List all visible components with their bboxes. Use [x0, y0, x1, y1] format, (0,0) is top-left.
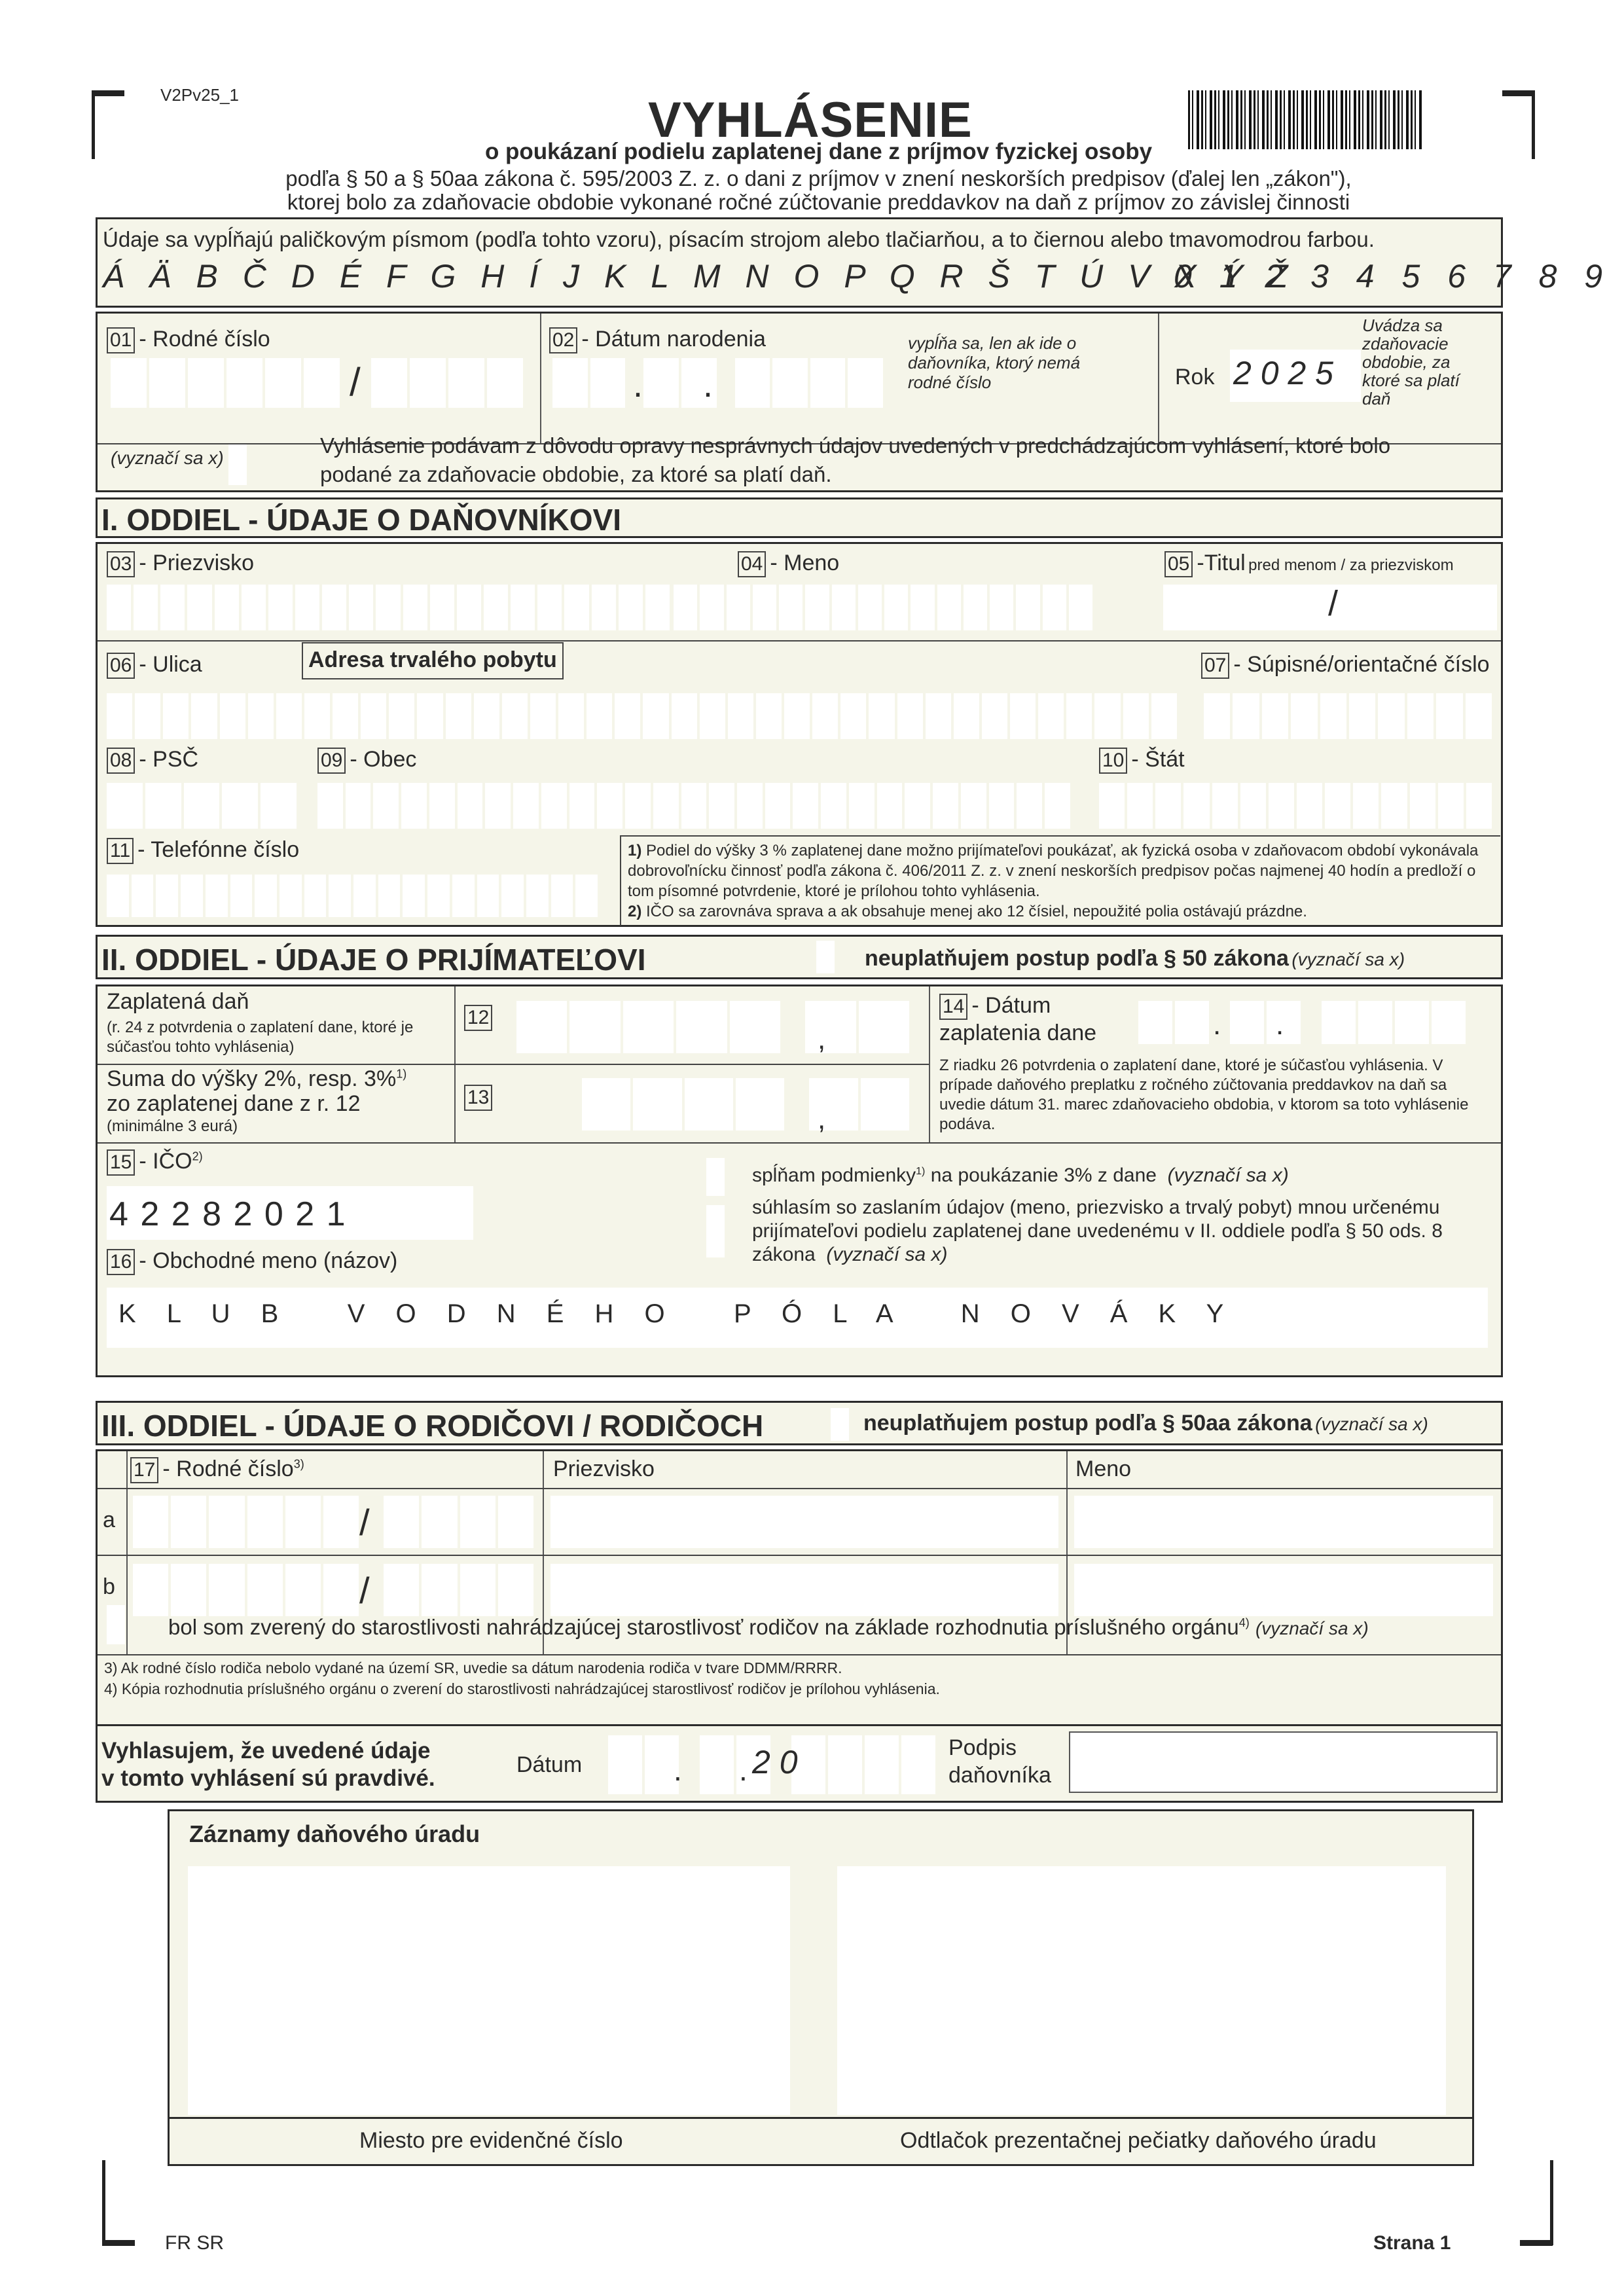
parent-b-separator: /	[359, 1570, 370, 1611]
birth-date-sep-2: .	[703, 365, 713, 405]
custody-checkbox[interactable]	[107, 1605, 125, 1644]
declaration-date-sep-2: .	[739, 1753, 748, 1787]
amount-label: Suma do výšky 2%, resp. 3%$^{1)}$	[107, 1066, 407, 1091]
payment-date-input[interactable]	[1138, 1001, 1466, 1044]
ico-value: 4 2 2 8 2 0 2 1	[109, 1195, 347, 1233]
birth-date-note: vypĺňa sa, len ak ide o daňovníka, ktorý nemá rodné číslo	[908, 333, 1081, 392]
divider	[98, 1064, 929, 1065]
section-3-body	[96, 1449, 1503, 1731]
field-09-label: 09 - Obec	[317, 747, 416, 774]
field-05-label: 05 -Titul pred menom / za priezviskom	[1164, 551, 1454, 577]
instructions-box	[96, 217, 1612, 308]
col-name: Meno	[1075, 1456, 1132, 1481]
year-value: 2 0 2 5	[1233, 355, 1333, 391]
col-surname: Priezvisko	[553, 1456, 655, 1481]
divider	[98, 1488, 1501, 1489]
paid-tax-note: (r. 24 z potvrdenia o zaplatení dane, ktoré je súčasťou tohto vyhlásenia)	[107, 1019, 414, 1056]
phone-input[interactable]	[107, 875, 598, 917]
payment-date-note: Z riadku 26 potvrdenia o zaplatení dane, ktoré je súčasťou vyhlásenia. V prípade daňového preplatku z ročného zúčtovania preddavkov na daň sa uvedie dátum 31. marec zdaňovacieho obdobia, v ktorom sa toto vyhlásenie podáva.	[939, 1057, 1469, 1133]
form-code: V2Pv25_1	[160, 85, 239, 105]
page-title: VYHLÁSENIE	[648, 92, 973, 148]
parent-a-surname-input[interactable]	[550, 1496, 1058, 1548]
field-11-label: 11 - Telefónne číslo	[107, 837, 299, 864]
amount-label-2: zo zaplatenej dane z r. 12	[107, 1091, 361, 1116]
field-06-label: 06 - Ulica	[107, 652, 202, 679]
declaration-box	[96, 1724, 1503, 1803]
declaration-date-label: Dátum	[516, 1752, 583, 1777]
city-input[interactable]	[317, 783, 1070, 829]
evidence-number-label: Miesto pre evidenčné číslo	[359, 2128, 623, 2153]
section-3-optout-checkbox[interactable]	[831, 1408, 849, 1441]
section-1-title: I. ODDIEL - ÚDAJE O DAŇOVNÍKOVI	[101, 503, 622, 537]
section-3-optout: neuplatňujem postup podľa § 50aa zákona (vyznačí sa x)	[863, 1411, 1428, 1436]
footnote-4: 4) Kópia rozhodnutia príslušného orgánu o zverení do starostlivosti nahrádzajúcej starostlivosť rodičov je prílohou vyhlásenia.	[104, 1680, 940, 1697]
section-1-body	[96, 542, 1503, 927]
section-2-header	[96, 935, 1503, 979]
title-separator: /	[1328, 584, 1339, 623]
surname-input[interactable]	[107, 585, 670, 630]
field-10-label: 10 - Štát	[1099, 747, 1185, 774]
corner-mark-bl-h	[102, 2240, 135, 2246]
divider	[126, 1451, 128, 1654]
birth-number-separator: /	[350, 360, 361, 404]
divider	[98, 1654, 1501, 1655]
organization-name-value: K L U B V O D N É H O P Ó L A N O V Á K Y	[118, 1299, 1236, 1328]
correction-checkbox[interactable]	[228, 444, 247, 485]
street-input[interactable]	[107, 693, 1177, 739]
year-label: Rok	[1175, 365, 1215, 389]
office-records-footer	[168, 2119, 1474, 2166]
parent-a-name-input[interactable]	[1074, 1496, 1493, 1548]
amount-note: (minimálne 3 eurá)	[107, 1117, 238, 1135]
correction-hint: (vyznačí sa x)	[111, 448, 224, 468]
custody-label: bol som zverený do starostlivosti nahrádzajúcej starostlivosť rodičov na základe rozhodnutia príslušného orgánu$^{4)}$ (vyznačí sa x)	[168, 1615, 1369, 1639]
birth-date-sep-1: .	[633, 365, 643, 405]
consent-checkbox[interactable]	[706, 1205, 725, 1257]
signature-label-1: Podpis	[948, 1735, 1017, 1760]
year-note: Uvádza sa zdaňovacie obdobie, za ktoré sa platí daň	[1362, 316, 1460, 408]
corner-mark-br-v	[1550, 2160, 1553, 2245]
divider	[98, 1142, 1501, 1144]
parent-a-birth-number-input[interactable]	[133, 1496, 533, 1548]
zip-input[interactable]	[107, 783, 297, 829]
signature-input[interactable]	[1069, 1731, 1498, 1793]
office-records-box	[168, 1809, 1474, 2119]
field-13-num: 13	[464, 1085, 496, 1111]
house-number-input[interactable]	[1204, 693, 1492, 739]
divider	[540, 314, 541, 443]
parent-b-surname-input[interactable]	[550, 1564, 1058, 1616]
signature-label-2: daňovníka	[948, 1763, 1051, 1788]
payment-date-sep-1: .	[1213, 1009, 1221, 1041]
declaration-date-sep-1: .	[674, 1753, 682, 1787]
section-3-title: III. ODDIEL - ÚDAJE O RODIČOVI / RODIČOCH	[101, 1409, 764, 1443]
country-input[interactable]	[1099, 783, 1492, 829]
footer-left: FR SR	[165, 2232, 224, 2254]
declaration-date-year-prefix: 2 0	[752, 1744, 798, 1780]
paid-tax-label: Zaplatená daň	[107, 989, 249, 1014]
field-03-label: 03 - Priezvisko	[107, 551, 254, 577]
section-2-optout: neuplatňujem postup podľa § 50 zákona (vyznačí sa x)	[865, 946, 1405, 971]
field-14-label-2: zaplatenia dane	[939, 1021, 1097, 1045]
corner-mark-tl-h	[92, 90, 124, 96]
field-02-label: 02 - Dátum narodenia	[549, 327, 766, 353]
amount-input[interactable]	[582, 1078, 909, 1130]
divider	[929, 986, 930, 1142]
id-block	[96, 312, 1503, 492]
conditions-checkbox[interactable]	[706, 1158, 725, 1196]
divider	[98, 1555, 1501, 1556]
office-records-title: Záznamy daňového úradu	[189, 1820, 480, 1847]
section-3-header	[96, 1401, 1503, 1445]
field-01-label: 01 - Rodné číslo	[107, 327, 270, 353]
sample-letters: Á Ä B Č D É F G H Í J K L M N O P Q R Š T Ú V X Ý Ž	[103, 258, 1296, 295]
declaration-text-2: v tomto vyhlásení sú pravdivé.	[101, 1765, 435, 1791]
section-2-title: II. ODDIEL - ÚDAJE O PRIJÍMATEĽOVI	[101, 943, 646, 977]
field-07-label: 07 - Súpisné/orientačné číslo	[1201, 652, 1490, 679]
field-17-label: 17 - Rodné číslo$^{3)}$	[130, 1456, 304, 1483]
page-subtitle: o poukázaní podielu zaplatenej dane z príjmov fyzickej osoby	[484, 139, 1153, 164]
section-2-body	[96, 985, 1503, 1377]
stamp-area[interactable]	[837, 1866, 1446, 2115]
sample-digits: 0 1 2 3 4 5 6 7 8 9	[1174, 258, 1612, 295]
first-name-input[interactable]	[674, 585, 1092, 630]
legal-line-1: podľa § 50 a § 50aa zákona č. 595/2003 Z. z. o dani z príjmov v znení neskorších predpisov (ďalej len „zákon"),	[285, 166, 1352, 190]
corner-mark-tr-h	[1502, 90, 1535, 96]
legal-line-2: ktorej bolo za zdaňovacie obdobie vykonané ročné zúčtovanie preddavkov na daň z príjmov zo závislej činnosti	[287, 190, 1350, 214]
parent-b-birth-number-input[interactable]	[133, 1564, 533, 1616]
conditions-label: spĺňam podmienky$^{1)}$ na poukázanie 3% z dane (vyznačí sa x)	[752, 1165, 1289, 1186]
address-badge: Adresa trvalého pobytu	[302, 642, 564, 679]
field-14-label: 14 - Dátum	[939, 993, 1051, 1020]
parent-b-name-input[interactable]	[1074, 1564, 1493, 1616]
corner-mark-br-h	[1520, 2240, 1553, 2246]
footnote-1: 1) Podiel do výšky 3 % zaplatenej dane možno prijímateľovi poukázať, ak fyzická osoba v zdaňovacom období vykonávala dobrovoľnícku činnosť podľa zákona č. 406/2011 Z. z. v znení neskorších predpisov počas najmenej 40 hodín a predloží o tom písomné potvrdenie, ktoré je prílohou tohto vyhlásenia.	[628, 842, 1479, 900]
field-08-label: 08 - PSČ	[107, 747, 198, 774]
field-12-num: 12	[464, 1005, 496, 1031]
payment-date-sep-2: .	[1276, 1009, 1284, 1041]
correction-text: Vyhlásenie podávam z dôvodu opravy nesprávnych údajov uvedených v predchádzajúcom vyhlásení, ktoré bolo podané za zdaňovacie obdobie, za ktoré sa platí daň.	[320, 433, 1391, 486]
footnote-3: 3) Ak rodné číslo rodiča nebolo vydané na území SR, uvedie sa dátum narodenia rodiča v tvare DDMM/RRRR.	[104, 1659, 842, 1676]
evidence-number-area[interactable]	[188, 1866, 790, 2115]
field-16-label: 16 - Obchodné meno (názov)	[107, 1248, 397, 1275]
field-04-label: 04 - Meno	[738, 551, 839, 577]
row-a-label: a	[103, 1508, 115, 1532]
consent-label: súhlasím so zaslaním údajov (meno, priezvisko a trvalý pobyt) mnou určenému prijímateľovi podielu zaplatenej dane uvedenému v II. oddiele podľa § 50 ods. 8 zákona (vyznačí sa x)	[752, 1197, 1443, 1265]
divider	[1158, 314, 1159, 443]
footnote-2: 2) IČO sa zarovnáva sprava a ak obsahuje menej ako 12 čísiel, nepoužité polia ostávajú prázdne.	[628, 903, 1307, 920]
declaration-text-1: Vyhlasujem, že uvedené údaje	[101, 1738, 431, 1763]
stamp-label: Odtlačok prezentačnej pečiatky daňového úradu	[900, 2128, 1377, 2153]
divider	[98, 640, 1501, 642]
birth-number-input[interactable]	[111, 358, 523, 408]
footer-page-number: Strana 1	[1373, 2232, 1451, 2254]
section-2-optout-checkbox[interactable]	[816, 941, 835, 973]
instructions-text: Údaje sa vypĺňajú paličkovým písmom (podľa tohto vzoru), písacím strojom alebo tlačiarňou, a to čiernou alebo tmavomodrou farbou.	[103, 227, 1375, 251]
row-b-label: b	[103, 1574, 115, 1599]
field-15-label: 15 - IČO$^{2)}$	[107, 1149, 203, 1176]
parent-a-separator: /	[359, 1502, 370, 1543]
corner-mark-bl-v	[102, 2160, 105, 2245]
birth-date-input[interactable]	[552, 358, 883, 408]
amount-comma: ,	[818, 1103, 826, 1135]
footnotes-box	[620, 835, 1500, 926]
section-1-header	[96, 497, 1503, 538]
paid-tax-comma: ,	[818, 1023, 826, 1055]
paid-tax-input[interactable]	[516, 1001, 909, 1053]
